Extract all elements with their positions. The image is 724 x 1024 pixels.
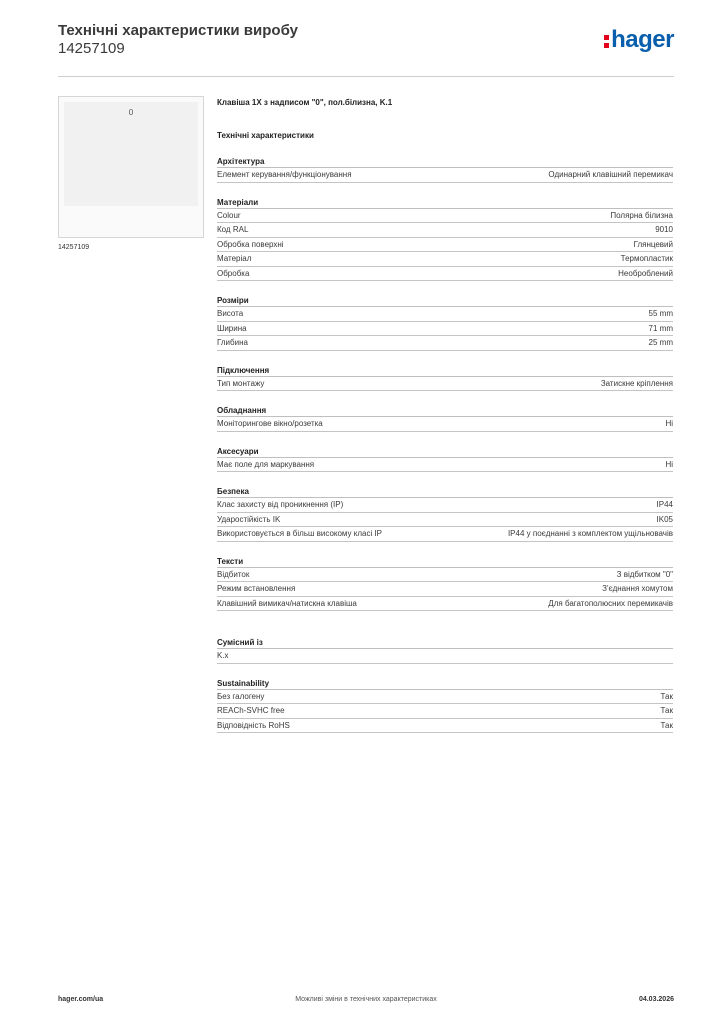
product-image-frame bbox=[58, 96, 204, 238]
spec-row bbox=[217, 719, 673, 734]
spec-value: З відбитком "0" bbox=[616, 569, 673, 579]
spec-row bbox=[217, 597, 673, 612]
spec-value: Ні bbox=[665, 419, 673, 428]
spec-key: Матеріал bbox=[217, 254, 252, 263]
footer-date: 04.03.2026 bbox=[638, 996, 674, 1003]
section-title: Sustainability bbox=[217, 678, 673, 690]
spec-row bbox=[217, 322, 673, 337]
footer-disclaimer: Можливі зміни в технічних характеристиках bbox=[295, 996, 437, 1003]
spec-value: 25 mm bbox=[648, 338, 673, 347]
spec-key: Моніторингове вікно/розетка bbox=[217, 419, 323, 428]
section-title: Обладнання bbox=[217, 405, 673, 417]
spec-row bbox=[217, 267, 673, 282]
spec-value: Затискне кріплення bbox=[600, 378, 673, 388]
spec-key: Клавішний вимикач/натискна клавіша bbox=[217, 598, 357, 608]
section-title: Тексти bbox=[217, 556, 673, 568]
spec-section bbox=[217, 405, 673, 432]
spec-value: Глянцевий bbox=[633, 239, 673, 249]
spec-key: Клас захисту від проникнення (IP) bbox=[217, 500, 344, 509]
spec-key: Без галогену bbox=[217, 691, 265, 701]
spec-value: IP44 bbox=[656, 500, 673, 509]
spec-row bbox=[217, 690, 673, 705]
logo-dots-icon bbox=[604, 31, 610, 49]
spec-row bbox=[217, 252, 673, 267]
spec-key: Відповідність RoHS bbox=[217, 720, 290, 730]
document-title: Технічні характеристики виробу bbox=[58, 22, 298, 39]
spec-value: Так bbox=[660, 691, 673, 701]
spec-row bbox=[217, 238, 673, 253]
spec-value: Ні bbox=[665, 459, 673, 469]
header-divider bbox=[58, 76, 674, 77]
spec-row bbox=[217, 377, 673, 392]
spec-row bbox=[217, 209, 673, 224]
spec-key: Colour bbox=[217, 210, 241, 220]
spec-key: Відбиток bbox=[217, 569, 250, 579]
hager-logo bbox=[604, 28, 674, 52]
section-title: Розміри bbox=[217, 295, 673, 307]
product-image-glyph: 0 bbox=[128, 108, 134, 117]
spec-row bbox=[217, 498, 673, 513]
spec-key: Режим встановлення bbox=[217, 584, 296, 593]
spec-value: Для багатополюсних перемикачів bbox=[548, 598, 673, 608]
spec-value: IK05 bbox=[656, 514, 673, 524]
spec-value: Полярна білизна bbox=[610, 210, 673, 220]
spec-key: Глибина bbox=[217, 338, 248, 347]
spec-row bbox=[217, 649, 673, 664]
spec-value: Одинарний клавішний перемикач bbox=[548, 170, 673, 179]
product-name: Клавіша 1X з надписом "0", пол.білизна, K.1 bbox=[217, 98, 393, 107]
spec-section bbox=[217, 365, 673, 392]
product-image-caption: 14257109 bbox=[58, 244, 90, 251]
spec-value: Так bbox=[660, 720, 673, 730]
spec-value: IP44 у поєднанні з комплектом ущільновачів bbox=[507, 529, 673, 538]
spec-section bbox=[217, 295, 673, 351]
spec-value: З'єднання хомутом bbox=[602, 584, 673, 593]
spec-section bbox=[217, 678, 673, 734]
spec-section bbox=[217, 197, 673, 282]
spec-row bbox=[217, 307, 673, 322]
spec-row bbox=[217, 527, 673, 542]
spec-value: Термопластик bbox=[620, 254, 673, 263]
spec-section bbox=[217, 446, 673, 473]
page-footer bbox=[58, 996, 674, 1008]
spec-key: Тип монтажу bbox=[217, 378, 265, 388]
spec-value: 9010 bbox=[655, 225, 673, 234]
spec-key: Використовується в більш високому класі IP bbox=[217, 529, 383, 538]
spec-row bbox=[217, 513, 673, 528]
spec-key: Ударостійкість IK bbox=[217, 514, 281, 524]
spec-key: REACh-SVHC free bbox=[217, 706, 285, 715]
spec-key: Код RAL bbox=[217, 225, 249, 234]
spec-row bbox=[217, 336, 673, 351]
spec-value: Так bbox=[660, 706, 673, 715]
spec-row bbox=[217, 458, 673, 473]
section-title: Підключення bbox=[217, 365, 673, 377]
spec-row bbox=[217, 582, 673, 597]
spec-sections bbox=[217, 156, 673, 733]
spec-row bbox=[217, 568, 673, 583]
spec-section bbox=[217, 156, 673, 183]
document-code: 14257109 bbox=[58, 40, 125, 57]
product-image bbox=[64, 102, 198, 206]
page-header bbox=[58, 22, 674, 62]
spec-key: Елемент керування/функціонування bbox=[217, 170, 352, 179]
specifications-panel bbox=[217, 96, 673, 733]
spec-row bbox=[217, 223, 673, 238]
spec-key: K.x bbox=[217, 651, 229, 660]
spec-key: Висота bbox=[217, 309, 244, 318]
spec-row bbox=[217, 168, 673, 183]
spec-section bbox=[217, 637, 673, 664]
spec-section bbox=[217, 556, 673, 612]
spec-value: 55 mm bbox=[648, 309, 673, 318]
section-title: Безпека bbox=[217, 486, 673, 498]
specifications-title: Технічні характеристики bbox=[217, 131, 314, 140]
section-title: Матеріали bbox=[217, 197, 673, 209]
spec-value: 71 mm bbox=[648, 323, 673, 333]
section-title: Сумісний із bbox=[217, 637, 673, 649]
footer-website: hager.com/ua bbox=[58, 996, 104, 1003]
section-title: Аксесуари bbox=[217, 446, 673, 458]
spec-row bbox=[217, 704, 673, 719]
section-title: Архітектура bbox=[217, 156, 673, 168]
spec-key: Обробка поверхні bbox=[217, 239, 284, 249]
spec-key: Обробка bbox=[217, 268, 250, 278]
logo-text: hager bbox=[611, 26, 674, 53]
spec-row bbox=[217, 417, 673, 432]
spec-section bbox=[217, 486, 673, 542]
spec-key: Має поле для маркування bbox=[217, 459, 315, 469]
spec-key: Ширина bbox=[217, 323, 247, 333]
spec-value: Необроблений bbox=[618, 268, 673, 278]
